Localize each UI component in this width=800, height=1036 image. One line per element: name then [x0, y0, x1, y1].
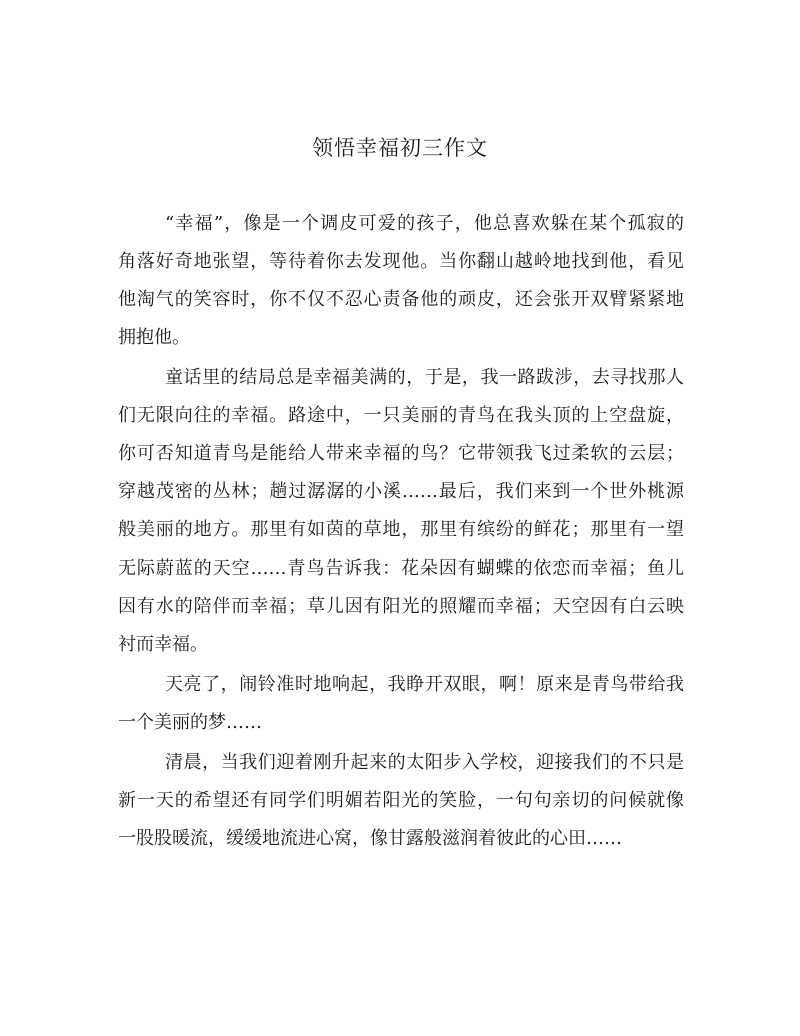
paragraph-1-line-4: 拥抱他。	[118, 327, 190, 348]
paragraph-2-line-4: 穿越茂密的丛林；趟过潺潺的小溪……最后，我们来到一个世外桃源	[118, 481, 684, 502]
paragraph-2-line-1: 童话里的结局总是幸福美满的，于是，我一路跋涉，去寻找那人	[165, 367, 684, 388]
paragraph-2-line-8: 衬而幸福。	[118, 634, 208, 655]
paragraph-1-line-1: “幸福”，像是一个调皮可爱的孩子，他总喜欢躲在某个孤寂的	[165, 213, 684, 234]
paragraph-3-line-2: 一个美丽的梦……	[118, 712, 262, 733]
paragraph-1-line-2: 角落好奇地张望，等待着你去发现他。当你翻山越岭地找到他，看见	[118, 251, 684, 272]
paragraph-4-line-1: 清晨，当我们迎着刚升起来的太阳步入学校，迎接我们的不只是	[165, 752, 684, 773]
paragraph-1-line-3: 他淘气的笑容时，你不仅不忍心责备他的顽皮，还会张开双臂紧紧地	[118, 289, 684, 310]
paragraph-2-line-5: 般美丽的地方。那里有如茵的草地，那里有缤纷的鲜花；那里有一望	[118, 519, 684, 540]
document-title: 领悟幸福初三作文	[312, 136, 488, 160]
paragraph-2-line-6: 无际蔚蓝的天空……青鸟告诉我：花朵因有蝴蝶的依恋而幸福；鱼儿	[118, 558, 684, 579]
paragraph-2-line-2: 们无限向往的幸福。路途中，一只美丽的青鸟在我头顶的上空盘旋，	[118, 405, 684, 426]
paragraph-4-line-2: 新一天的希望还有同学们明媚若阳光的笑脸，一句句亲切的问候就像	[118, 790, 684, 811]
paragraph-4-line-3: 一股股暖流，缓缓地流进心窝，像甘露般滋润着彼此的心田……	[118, 828, 622, 849]
paragraph-2-line-3: 你可否知道青鸟是能给人带来幸福的鸟？它带领我飞过柔软的云层；	[118, 443, 684, 464]
paragraph-2-line-7: 因有水的陪伴而幸福；草儿因有阳光的照耀而幸福；天空因有白云映	[118, 596, 684, 617]
paragraph-3-line-1: 天亮了，闹铃准时地响起，我睁开双眼，啊！原来是青鸟带给我	[165, 674, 684, 695]
